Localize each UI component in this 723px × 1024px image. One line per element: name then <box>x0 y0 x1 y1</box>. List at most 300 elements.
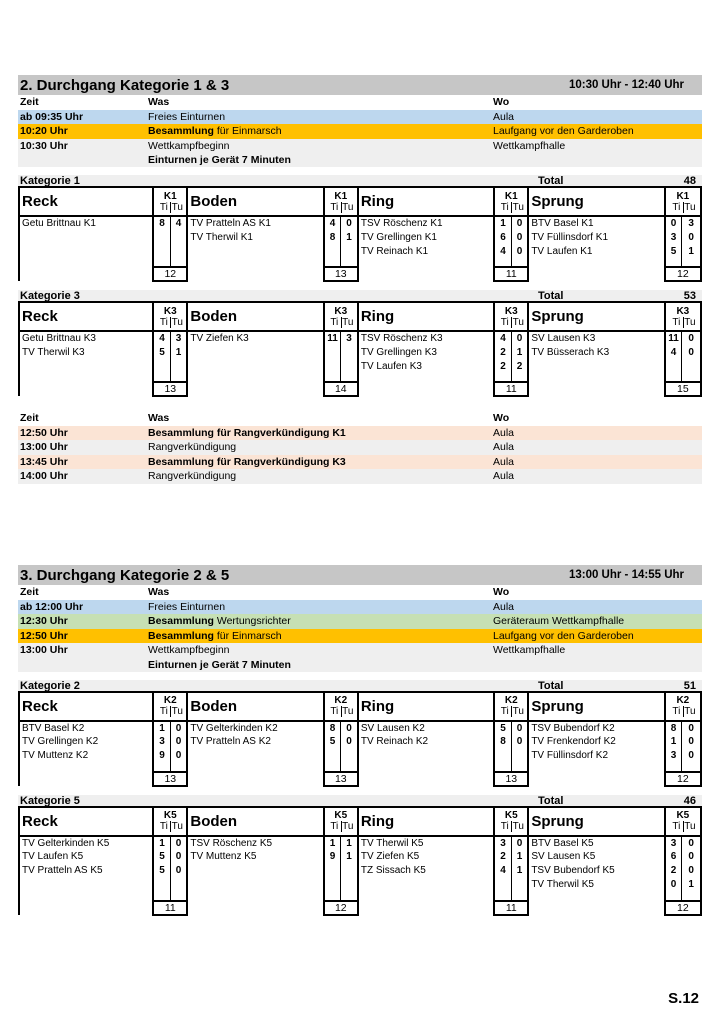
tu-count: 1 <box>682 244 701 258</box>
schedule-what <box>148 124 493 139</box>
ti-count: 4 <box>324 216 341 230</box>
tu-count <box>341 244 358 258</box>
team-name: SV Lausen K2 <box>358 721 494 735</box>
schedule-row <box>18 629 702 644</box>
apparatus-sum: 12 <box>665 267 701 281</box>
section-time: 10:30 Uhr - 12:40 Uhr <box>568 79 684 91</box>
schedule-where: Laufgang vor den Garderoben <box>493 629 634 642</box>
warmup-note: Einturnen je Gerät 7 Minuten <box>148 154 291 166</box>
team-name: TSV Röschenz K1 <box>358 216 494 230</box>
ti-count: 8 <box>153 216 170 230</box>
col-was: Was <box>148 96 170 108</box>
team-name: TV Füllinsdorf K2 <box>528 749 664 763</box>
schedule-row <box>18 110 702 125</box>
apparatus-ring: Ring <box>358 303 494 331</box>
ranking-what: Besammlung für Rangverkündigung K3 <box>148 455 346 468</box>
tu-count: 1 <box>682 878 701 892</box>
tu-count <box>170 230 187 244</box>
apparatus-reck: Reck <box>19 693 153 721</box>
category-block <box>18 680 702 787</box>
ti-count: 5 <box>494 721 511 735</box>
team-row <box>19 735 701 749</box>
ti-count: 9 <box>324 850 341 864</box>
tu-count: 4 <box>170 216 187 230</box>
ti-count: 4 <box>153 331 170 345</box>
team-name: TV Ziefen K3 <box>187 331 323 345</box>
tu-count <box>170 359 187 373</box>
team-name <box>187 244 323 258</box>
tu-label: Tu <box>342 706 354 717</box>
team-row <box>19 331 701 345</box>
apparatus-sum: 13 <box>153 772 187 786</box>
apparatus-sprung: Sprung <box>528 188 664 216</box>
category-name: Kategorie 1 <box>20 175 80 187</box>
tu-label: Tu <box>684 821 696 832</box>
category-code: K2 <box>676 695 690 706</box>
team-name: BTV Basel K1 <box>528 216 664 230</box>
ti-count: 4 <box>494 864 511 878</box>
tu-count: 0 <box>511 721 528 735</box>
ti-count: 4 <box>665 345 682 359</box>
tu-count: 0 <box>682 836 701 850</box>
count-header <box>324 188 358 216</box>
team-name <box>358 749 494 763</box>
team-name: TV Grellingen K2 <box>19 735 153 749</box>
apparatus-header-row <box>19 693 701 721</box>
team-name: Getu Brittnau K3 <box>19 331 153 345</box>
apparatus-ring: Ring <box>358 808 494 836</box>
schedule-time: ab 12:00 Uhr <box>20 600 84 613</box>
schedule-table <box>18 95 702 167</box>
ti-count: 6 <box>494 230 511 244</box>
ti-count: 2 <box>494 850 511 864</box>
tu-count: 0 <box>511 216 528 230</box>
team-row <box>19 244 701 258</box>
team-name: TV Pratteln AS K5 <box>19 864 153 878</box>
ti-label: Ti <box>330 201 339 213</box>
count-header <box>494 693 528 721</box>
ti-count <box>324 345 341 359</box>
tu-count: 0 <box>682 749 701 763</box>
team-name: SV Lausen K5 <box>528 850 664 864</box>
schedule-time: 13:00 Uhr <box>20 644 68 656</box>
schedule-where: Wettkampfhalle <box>493 139 566 152</box>
ti-count <box>324 749 341 763</box>
ti-count: 3 <box>665 836 682 850</box>
schedule-extra-row <box>18 153 702 167</box>
category-grid <box>18 808 702 916</box>
tu-count: 1 <box>341 230 358 244</box>
tu-count: 0 <box>511 735 528 749</box>
apparatus-reck: Reck <box>19 188 153 216</box>
ranking-what: Rangverkündigung <box>148 441 237 453</box>
schedule-extra-row <box>18 658 702 672</box>
apparatus-boden: Boden <box>187 693 323 721</box>
team-name <box>187 749 323 763</box>
apparatus-header-row <box>19 808 701 836</box>
ti-count <box>153 359 170 373</box>
tu-count: 1 <box>511 345 528 359</box>
ti-count <box>153 878 170 892</box>
ti-count <box>153 244 170 258</box>
ti-label: Ti <box>500 706 509 717</box>
team-name: TV Grellingen K1 <box>358 230 494 244</box>
tu-count: 2 <box>511 359 528 373</box>
col-wo: Wo <box>493 96 510 108</box>
count-header <box>324 808 358 836</box>
schedule-what <box>148 629 493 644</box>
category-code: K3 <box>676 305 690 317</box>
ti-count: 5 <box>153 864 170 878</box>
ranking-what: Rangverkündigung <box>148 470 237 482</box>
section-header <box>18 565 702 585</box>
ranking-where: Aula <box>493 426 515 439</box>
tu-label: Tu <box>171 316 183 328</box>
apparatus-sum: 11 <box>494 267 528 281</box>
tu-label: Tu <box>684 706 696 717</box>
team-name: TV Büsserach K3 <box>528 345 664 359</box>
team-name: TV Grellingen K3 <box>358 345 494 359</box>
team-name: BTV Basel K2 <box>19 721 153 735</box>
apparatus-sum: 11 <box>494 901 528 915</box>
schedule-what: Freies Einturnen <box>148 600 226 613</box>
apparatus-header-row <box>19 188 701 216</box>
tu-count <box>341 864 358 878</box>
tu-label: Tu <box>684 201 696 213</box>
team-name <box>187 864 323 878</box>
team-name: TSV Röschenz K5 <box>187 836 323 850</box>
ti-count: 5 <box>153 345 170 359</box>
ti-label: Ti <box>330 706 339 717</box>
team-row <box>19 230 701 244</box>
ranking-row <box>18 426 702 441</box>
tu-count: 3 <box>170 331 187 345</box>
ti-label: Ti <box>672 316 681 328</box>
ti-count <box>494 749 511 763</box>
ti-count: 5 <box>153 850 170 864</box>
schedule-time: 12:50 Uhr <box>20 629 68 642</box>
ti-count: 8 <box>494 735 511 749</box>
ti-count: 2 <box>494 345 511 359</box>
tu-count: 1 <box>341 836 358 850</box>
ti-count: 4 <box>494 244 511 258</box>
category-code: K3 <box>334 305 348 317</box>
tu-label: Tu <box>684 316 696 328</box>
ti-count: 0 <box>665 216 682 230</box>
ti-count: 1 <box>494 216 511 230</box>
team-name <box>19 878 153 892</box>
count-header <box>665 188 701 216</box>
tu-count: 0 <box>682 331 701 345</box>
tu-label: Tu <box>342 201 354 213</box>
team-name: TV Muttenz K2 <box>19 749 153 763</box>
category-code: K1 <box>163 190 177 202</box>
team-name: TV Gelterkinden K5 <box>19 836 153 850</box>
count-header <box>494 808 528 836</box>
schedule-where: Aula <box>493 600 515 613</box>
ti-count <box>324 359 341 373</box>
schedule-what-rest: für Einmarsch <box>213 125 282 137</box>
schedule-time: 12:30 Uhr <box>20 615 68 627</box>
tu-count: 0 <box>341 735 358 749</box>
team-name <box>528 359 664 373</box>
ti-count: 8 <box>324 230 341 244</box>
team-name: TV Laufen K3 <box>358 359 494 373</box>
ti-count: 2 <box>494 359 511 373</box>
tu-count <box>511 749 528 763</box>
category-grid <box>18 303 702 397</box>
count-header <box>153 693 187 721</box>
category-header <box>18 680 702 693</box>
apparatus-sum: 13 <box>153 382 187 396</box>
apparatus-sum: 15 <box>665 382 701 396</box>
count-header <box>665 808 701 836</box>
tu-count <box>341 878 358 892</box>
schedule-row <box>18 124 702 139</box>
tu-label: Tu <box>512 201 524 213</box>
ranking-what: Besammlung für Rangverkündigung K1 <box>148 426 346 439</box>
count-header <box>153 303 187 331</box>
category-header <box>18 175 702 188</box>
category-block <box>18 175 702 282</box>
ti-count: 5 <box>324 735 341 749</box>
team-name: TV Reinach K2 <box>358 735 494 749</box>
count-header <box>324 693 358 721</box>
count-header <box>324 303 358 331</box>
category-name: Kategorie 3 <box>20 290 80 302</box>
tu-count: 1 <box>170 345 187 359</box>
ti-count: 1 <box>324 836 341 850</box>
ti-count: 4 <box>494 331 511 345</box>
count-header <box>665 303 701 331</box>
category-block <box>18 795 702 916</box>
ti-count: 0 <box>665 878 682 892</box>
tu-count: 0 <box>170 721 187 735</box>
tu-count: 0 <box>341 721 358 735</box>
apparatus-boden: Boden <box>187 188 323 216</box>
category-header <box>18 795 702 808</box>
ti-count <box>324 864 341 878</box>
schedule-what <box>148 614 493 629</box>
ti-label: Ti <box>500 821 509 832</box>
count-header <box>494 188 528 216</box>
apparatus-sprung: Sprung <box>528 303 664 331</box>
ranking-time: 13:00 Uhr <box>20 441 68 453</box>
schedule-where: Aula <box>493 110 515 123</box>
ti-count: 8 <box>324 721 341 735</box>
ranking-where: Aula <box>493 441 515 453</box>
ti-label: Ti <box>672 821 681 832</box>
tu-label: Tu <box>171 821 183 832</box>
ranking-table <box>18 411 702 484</box>
team-name <box>19 244 153 258</box>
schedule-header-row <box>18 95 702 110</box>
tu-count: 3 <box>341 331 358 345</box>
apparatus-sprung: Sprung <box>528 693 664 721</box>
apparatus-sum: 12 <box>324 901 358 915</box>
tu-count <box>341 345 358 359</box>
ti-count: 11 <box>665 331 682 345</box>
team-name: SV Lausen K3 <box>528 331 664 345</box>
tu-count: 0 <box>170 749 187 763</box>
tu-label: Tu <box>342 821 354 832</box>
ti-label: Ti <box>500 316 509 328</box>
tu-count: 1 <box>511 850 528 864</box>
total-value: 46 <box>683 794 696 807</box>
ranking-row <box>18 469 702 484</box>
schedule-what: Wettkampfbeginn <box>148 644 230 656</box>
count-header <box>665 693 701 721</box>
team-row <box>19 359 701 373</box>
category-code: K5 <box>334 810 348 821</box>
team-name: TZ Sissach K5 <box>358 864 494 878</box>
sum-row <box>19 772 701 786</box>
ranking-header-row <box>18 411 702 426</box>
ti-count: 8 <box>665 721 682 735</box>
warmup-note: Einturnen je Gerät 7 Minuten <box>148 658 291 671</box>
durchgang-2-section <box>18 75 702 484</box>
schedule-where: Geräteraum Wettkampfhalle <box>493 615 625 627</box>
ti-count <box>324 878 341 892</box>
tu-label: Tu <box>171 706 183 717</box>
col-wo: Wo <box>493 586 510 598</box>
category-name: Kategorie 2 <box>20 679 80 692</box>
apparatus-boden: Boden <box>187 303 323 331</box>
ti-count <box>153 230 170 244</box>
ti-label: Ti <box>500 201 509 213</box>
category-code: K3 <box>504 305 518 317</box>
col-zeit: Zeit <box>20 586 39 598</box>
schedule-what: Wettkampfbeginn <box>148 139 230 152</box>
apparatus-sum: 11 <box>153 901 187 915</box>
total-label: Total <box>538 794 564 807</box>
ti-count: 11 <box>324 331 341 345</box>
schedule-header-row <box>18 585 702 600</box>
tu-count: 0 <box>682 230 701 244</box>
team-name: TV Gelterkinden K2 <box>187 721 323 735</box>
ti-label: Ti <box>159 201 168 213</box>
ranking-row <box>18 455 702 470</box>
tu-count: 0 <box>170 850 187 864</box>
section-header <box>18 75 702 95</box>
tu-count: 3 <box>682 216 701 230</box>
ti-label: Ti <box>159 316 168 328</box>
schedule-what-bold: Besammlung <box>148 629 214 642</box>
total-label: Total <box>538 290 564 302</box>
team-name: TSV Röschenz K3 <box>358 331 494 345</box>
col-wo: Wo <box>493 412 510 424</box>
col-was: Was <box>148 586 170 598</box>
tu-count: 0 <box>682 864 701 878</box>
sum-row <box>19 267 701 281</box>
ranking-row <box>18 440 702 455</box>
apparatus-sum: 12 <box>665 772 701 786</box>
team-name: TV Muttenz K5 <box>187 850 323 864</box>
col-zeit: Zeit <box>20 412 39 424</box>
schedule-what-rest: Wertungsrichter <box>213 615 291 627</box>
total-label: Total <box>538 679 564 692</box>
team-name: TV Frenkendorf K2 <box>528 735 664 749</box>
section-title: 2. Durchgang Kategorie 1 & 3 <box>20 76 230 94</box>
count-header <box>153 808 187 836</box>
schedule-what-bold: Besammlung <box>148 615 214 627</box>
category-block <box>18 290 702 397</box>
apparatus-sum: 11 <box>494 382 528 396</box>
tu-count: 0 <box>511 230 528 244</box>
ti-count: 5 <box>665 244 682 258</box>
tu-count <box>682 359 701 373</box>
ti-count: 3 <box>494 836 511 850</box>
apparatus-ring: Ring <box>358 188 494 216</box>
apparatus-boden: Boden <box>187 808 323 836</box>
team-name: TV Therwil K5 <box>358 836 494 850</box>
tu-count <box>341 749 358 763</box>
schedule-row <box>18 643 702 658</box>
ti-count: 3 <box>665 230 682 244</box>
ti-count <box>665 359 682 373</box>
apparatus-sum: 13 <box>324 267 358 281</box>
schedule-what-rest: für Einmarsch <box>213 629 282 642</box>
team-name: TV Laufen K5 <box>19 850 153 864</box>
apparatus-sum: 14 <box>324 382 358 396</box>
ranking-time: 13:45 Uhr <box>20 455 68 468</box>
team-name <box>187 359 323 373</box>
tu-count <box>341 359 358 373</box>
durchgang-3-section <box>18 565 702 916</box>
team-name: TV Therwil K1 <box>187 230 323 244</box>
ti-count: 1 <box>153 836 170 850</box>
section-time: 13:00 Uhr - 14:55 Uhr <box>568 569 684 581</box>
section-title: 3. Durchgang Kategorie 2 & 5 <box>20 566 230 584</box>
total-value: 51 <box>683 679 696 692</box>
tu-count: 0 <box>682 721 701 735</box>
category-grid <box>18 188 702 282</box>
tu-count: 0 <box>511 244 528 258</box>
category-code: K5 <box>504 810 518 821</box>
category-code: K1 <box>334 190 348 202</box>
sum-row <box>19 382 701 396</box>
apparatus-reck: Reck <box>19 808 153 836</box>
schedule-where: Laufgang vor den Garderoben <box>493 125 634 137</box>
tu-count <box>511 878 528 892</box>
ranking-where: Aula <box>493 455 515 468</box>
ti-count: 1 <box>665 735 682 749</box>
team-row <box>19 864 701 878</box>
schedule-what: Freies Einturnen <box>148 110 226 123</box>
apparatus-sum: 13 <box>494 772 528 786</box>
apparatus-sum: 12 <box>153 267 187 281</box>
team-name: TSV Bubendorf K2 <box>528 721 664 735</box>
category-header <box>18 290 702 303</box>
category-grid <box>18 693 702 787</box>
category-code: K3 <box>163 305 177 317</box>
schedule-time: 10:30 Uhr <box>20 139 68 152</box>
ti-count <box>324 244 341 258</box>
ti-count: 2 <box>665 864 682 878</box>
team-name <box>358 878 494 892</box>
tu-count: 0 <box>511 836 528 850</box>
ti-label: Ti <box>159 706 168 717</box>
ti-label: Ti <box>330 316 339 328</box>
team-name: TSV Bubendorf K5 <box>528 864 664 878</box>
ti-count <box>494 878 511 892</box>
category-code: K2 <box>334 695 348 706</box>
apparatus-sprung: Sprung <box>528 808 664 836</box>
ranking-time: 12:50 Uhr <box>20 426 68 439</box>
schedule-time: 10:20 Uhr <box>20 125 68 137</box>
total-value: 53 <box>683 290 696 302</box>
tu-count: 1 <box>341 850 358 864</box>
